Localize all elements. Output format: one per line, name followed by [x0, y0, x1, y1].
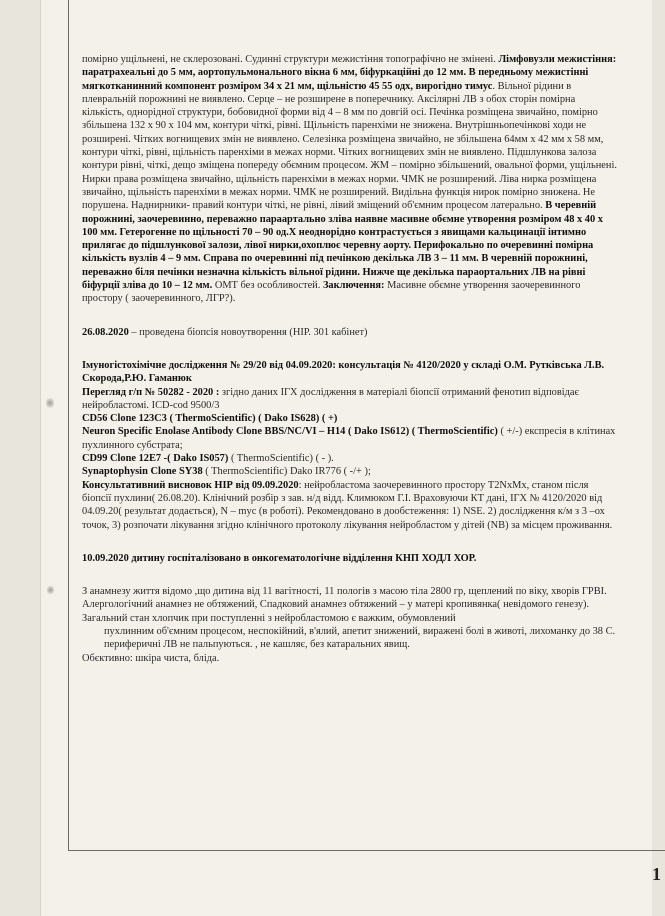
- general-status-line: Загальний стан хлопчик при поступленні з нейробластомою є важким, обумовлений: [82, 612, 456, 624]
- ihc-synaptophysin: Synaptophysin Clone SY38 ( ThermoScientific) Dako IR776 ( -/+ );: [82, 466, 371, 478]
- objective-status: Обєктивно: шкіра чиста, бліда.: [82, 652, 220, 664]
- ihc-review: Перегляд г/п № 50282 - 2020 : згідно даних ІГХ дослідження в матеріалі біопсії отриманий фенотип відповідає нейробластомі. ICD-cod 9500/3: [82, 386, 579, 411]
- edge-page-mark: 1: [652, 864, 661, 884]
- ihc-cd56: CD56 Clone 123C3 ( ThermoScientific) ( Dako IS628) ( +): [82, 413, 338, 425]
- document-body: [82, 53, 619, 665]
- punch-hole-mark: [46, 396, 54, 410]
- hospitalization-line: 10.09.2020 дитину госпіталізовано в онкогематологічне відділення КНП ХОДЛ ХОР.: [82, 552, 477, 564]
- punch-hole-mark: [47, 584, 54, 596]
- lymph-nodes-finding: Лімфовузли межистіння: паратрахеальні до 5 мм, аортопульмонального вікна 6 мм, біфуркаційні до 12 мм. В передньому межистінні мягкотканинний компонент розміром 34 х 21 мм, щільністю 45 55 одх, вирогідно тимус: [82, 54, 617, 92]
- general-status-detail: пухлинним об'ємним процесом, неспокійний, в'ялий, апетит знижений, виражені болі в животі, лихоманку до 38 С. периферичні ЛВ не пальпуються. , не кашляє, без катаральних явищ.: [104, 625, 616, 651]
- consult-conclusion: Консультативний висновок НІР від 09.09.2020: нейробластома заочеревинного простору T2NxMx, станом після біопсії пухлини( 26.08.20). Клінічний розбір з зав. н/д відд. Климюком Г.І. Враховуючи КТ дані, ІГХ № 4120/2020 від 04.09.20( результат додається), N – myc (в роботі). Рекомендовано в дообстеження: 1) NSE. 2) дослідження к/м з 3 –ох точок, 3) розпочати лікування згідно клінічного протоколу лікування нейробластом у дітей (NB) за місцем проживання.: [82, 479, 613, 531]
- ihc-neuron: Neuron Specific Enolase Antibody Clone BBS/NC/VI – H14 ( Dako IS612) ( ThermoScientific) ( +/-) експресія в клітинах пухлинного субстрата;: [82, 426, 616, 451]
- ct-findings-paragraph: помірно ущільнені, не склерозовані. Судинні структури межистіння топографічно не змінені. Лімфовузли межистіння: паратрахеальні до 5 мм, аортопульмонального вікна 6 мм, біфуркаційні до 12 мм. В передньому межистінні мягкотканинний компонент розміром 34 х 21 мм, щільністю 45 55 одх, вирогідно тимус. Вільної рідини в плевральній порожнині не виявлено. Серце – не розширене в поперечнику. Аксілярні ЛВ з обох сторін помірна кількість, однорідної структури, бобовидної форми від 4 – 8 мм по довгій осі. Печінка розміщена звичайно, помірно збільшена 132 х 90 х 104 мм, контури чіткі, рівні. Щільність паренхіми не знижена. Внутрішньопечінкові ходи не розширені. Чітких вогнищевих змін не виявлено. Селезінка розміщена звичайно, не збільшена 64мм х 42 мм х 58 мм, контури чіткі, рівні, щільність паренхіми в межах норми. Чітких вогнищевих змін не виявлено. Підшлункова залоза контури рівні, чіткі, дещо зміщена попереду обємним процесом. ЖМ – помірно збільшений, овальної форми, ущільнені. Нирки права розміщена звичайно, щільність паренхіми в межах норми. ЧМК не розширений. Ліва нирка розміщена звичайно, щільність паренхіми в межах норми. ЧМК не розширений. Видільна функція нирок помірно знижена. Не порушена. Наднирники- правий контури чіткі, не рівні, лівий зміщений об'ємним процесом латерально. В черевній порожнині, заочеревинно, переважно параартально зліва наявне масивне обємне утворення розміром 48 х 40 х 100 мм. Гетерогенне по щільності 70 – 90 од.Х неоднорідно контрастується з явищами кальцинації інтимно прилягає до підшлункової залози, лівої нирки,охоплює черевну аорту. Перифокально по очеревинні помірна кількість вузлів 4 – 9 мм. Справа по очеревинні під печінкою декілька ЛВ 3 – 11 мм. В черевній порожнині, переважно біля печінки незначна кількість вільної рідини. Нижче ще декілька параортальних ЛВ на рівні біфурції зліва до 10 – 12 мм. ОМТ без особливостей. Заключення: Масивне обємне утворення заочеревинного простору ( заочеревинного, ЛГР?).: [82, 54, 617, 305]
- anamnesis-paragraph: З анамнезу життя відомо ,що дитина від 11 вагітності, 11 пологів з масою тіла 2800 гр, щеплений по віку, хворів ГРВІ. Алергологічний анамнез не обтяжений, Спадковий анамнез обтяжений – у матері кропивянка( невідомого генезу).: [82, 586, 607, 611]
- ihc-cd99: CD99 Clone 12E7 -( Dako IS057) ( ThermoScientific) ( - ).: [82, 453, 334, 465]
- conclusion-label: Заключення:: [320, 280, 385, 292]
- biopsy-date: 26.08.2020: [82, 326, 129, 338]
- biopsy-line: 26.08.2020 – проведена біопсія новоутворення (НІР. 301 кабінет): [82, 326, 368, 338]
- abdominal-mass-finding: В черевній порожнині, заочеревинно, переважно параартально зліва наявне масивне обємне утворення розміром 48 х 40 х 100 мм. Гетерогенне по щільності 70 – 90 од.Х неоднорідно контрастується з явищами кальцинації інтимно прилягає до підшлункової залози, лівої нирки,охоплює черевну аорту. Перифокально по очеревинні помірна кількість вузлів 4 – 9 мм. Справа по очеревинні під печінкою декілька ЛВ 3 – 11 мм. В черевній порожнині, переважно біля печінки незначна кількість вільної рідини.: [82, 200, 603, 278]
- ihc-heading: Імуногістохімічне дослідження № 29/20 від 04.09.2020: консультація № 4120/2020 у складі О.М. Рутківська Л.В. Скорода,Р.Ю. Гаманюк: [82, 359, 605, 385]
